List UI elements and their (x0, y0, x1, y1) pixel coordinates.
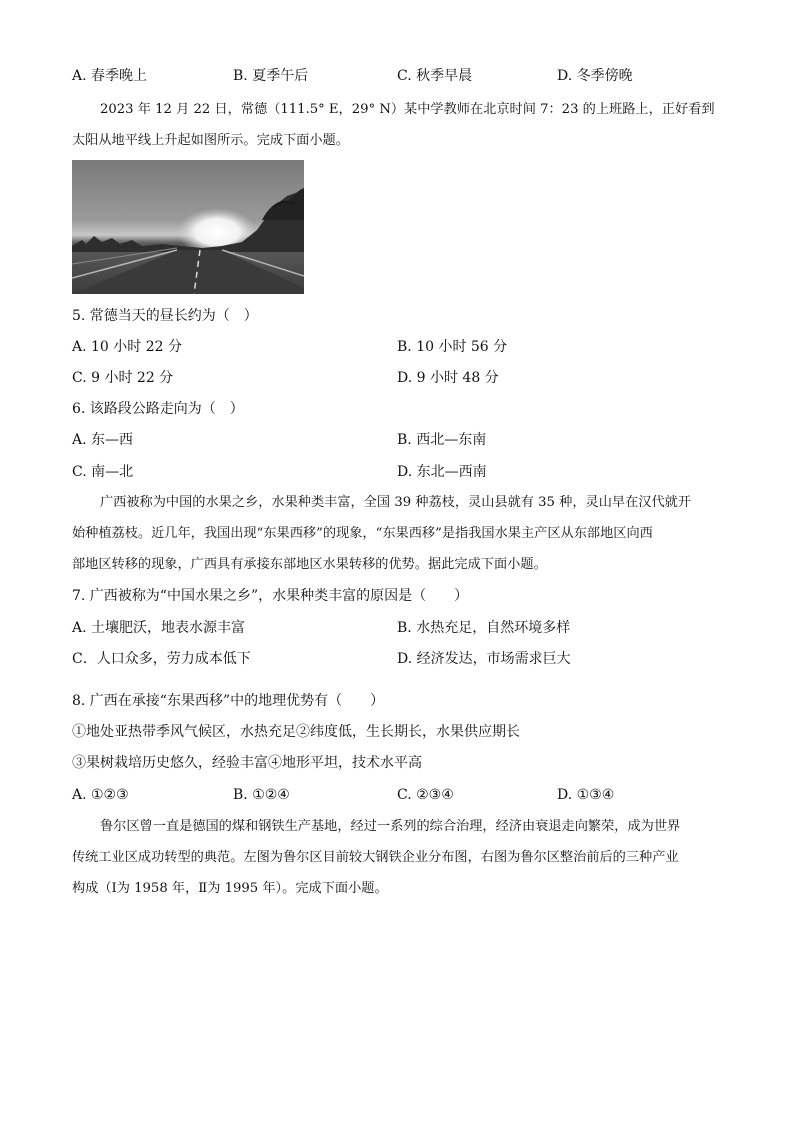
intro-paragraph-3 (72, 811, 722, 904)
q5-option-d: D. 9 小时 48 分 (397, 370, 499, 386)
q6-option-a: A. 东—西 (72, 432, 134, 448)
intro2-line-3: 部地区转移的现象，广西具有承接东部地区水果转移的优势。据此完成下面小题。 (72, 557, 547, 572)
q8-statements-2: ③果树栽培历史悠久，经验丰富④地形平坦，技术水平高 (72, 755, 422, 771)
q7-option-c: C．人口众多，劳力成本低下 (72, 651, 251, 667)
intro3-line-2: 传统工业区成功转型的典范。左图为鲁尔区目前较大钢铁企业分布图，右图为鲁尔区整治前后的三种产业 (72, 850, 679, 865)
intro-paragraph-2 (72, 487, 722, 580)
intro-paragraph-1 (72, 94, 722, 156)
intro2-line-1: 广西被称为中国的水果之乡，水果种类丰富，全国 39 种荔枝，灵山县就有 35 种，灵山早在汉代就开 (100, 495, 692, 510)
sunrise-road-illustration (72, 160, 304, 294)
q5-option-c: C. 9 小时 22 分 (72, 370, 174, 386)
q7-option-b: B. 水热充足，自然环境多样 (397, 620, 571, 636)
intro3-line-1: 鲁尔区曾一直是德国的煤和钢铁生产基地，经过一系列的综合治理，经济由衰退走向繁荣，成为世界 (100, 819, 681, 834)
q4-option-c: C. 秋季早晨 (397, 68, 473, 84)
q8-statements-1: ①地处亚热带季风气候区，水热充足②纬度低，生长期长，水果供应期长 (72, 724, 520, 740)
q7-option-a: A. 土壤肥沃，地表水源丰富 (72, 620, 246, 636)
q6-option-c: C. 南—北 (72, 464, 134, 480)
sunrise-road-photo (72, 160, 304, 294)
q6-option-d: D. 东北—西南 (397, 464, 487, 480)
q7-option-d: D. 经济发达，市场需求巨大 (397, 651, 571, 667)
q8-option-b: B. ①②④ (233, 787, 290, 803)
intro1-line-2: 太阳从地平线上升起如图所示。完成下面小题。 (72, 133, 349, 148)
q8-option-c: C. ②③④ (397, 787, 454, 803)
q6-stem: 6. 该路段公路走向为（ ） (72, 401, 244, 417)
q4-option-d: D. 冬季傍晚 (557, 68, 633, 84)
q5-stem: 5. 常德当天的昼长约为（ ） (72, 308, 258, 324)
q5-option-a: A. 10 小时 22 分 (72, 339, 182, 355)
intro2-line-2: 始种植荔枝。近几年，我国出现“东果西移”的现象，“东果西移”是指我国水果主产区从东部地区向西 (72, 526, 653, 541)
q5-option-b: B. 10 小时 56 分 (397, 339, 508, 355)
q8-stem: 8. 广西在承接“东果西移”中的地理优势有（ ） (72, 693, 385, 709)
q8-option-a: A. ①②③ (72, 787, 129, 803)
q8-option-d: D. ①③④ (557, 787, 615, 803)
q6-option-b: B. 西北—东南 (397, 432, 487, 448)
intro1-line-1: 2023 年 12 月 22 日，常德（111.5° E，29° N）某中学教师在北京时间 7：23 的上班路上，正好看到 (100, 102, 715, 117)
intro3-line-3: 构成（Ⅰ为 1958 年，Ⅱ为 1995 年）。完成下面小题。 (72, 881, 388, 896)
q4-option-b: B. 夏季午后 (233, 68, 309, 84)
q7-stem: 7. 广西被称为“中国水果之乡”，水果种类丰富的原因是（ ） (72, 588, 469, 604)
q4-option-a: A. 春季晚上 (72, 68, 148, 84)
